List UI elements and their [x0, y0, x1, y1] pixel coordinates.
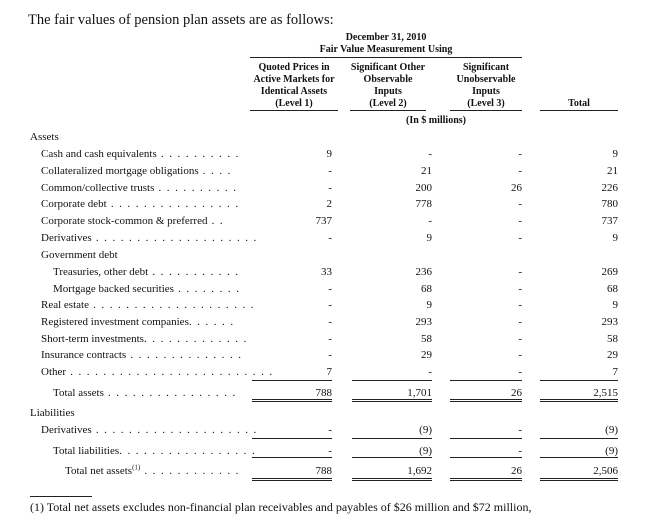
leader-dots: . . . . . . . . . . . . . . . . . . . .: [91, 232, 258, 244]
cell-l1: 2: [326, 198, 332, 210]
leader-dots: . . . . . . . . . . . . . . . . .: [119, 445, 257, 457]
cell-total: 9: [612, 232, 618, 244]
cell-l1: -: [328, 165, 332, 177]
section-liabilities: Liabilities: [30, 407, 75, 419]
row-label: [53, 266, 240, 278]
leader-dots: . . . . . . . .: [173, 283, 241, 295]
intro-text: The fair values of pension plan assets are as follows:: [28, 12, 334, 28]
leader-dots: . . . . . . . . . . . . . . . . . . . . . . . . .: [66, 366, 274, 378]
rule-assets-l3: [450, 380, 522, 381]
row-label: [41, 424, 258, 436]
cell-l3: -: [518, 366, 522, 378]
cell-l2: -: [428, 148, 432, 160]
cell-l2: (9): [419, 445, 432, 457]
cell-l3: -: [518, 232, 522, 244]
leader-dots: . . . . . . . . . . .: [148, 266, 240, 278]
cell-l1: 737: [315, 215, 332, 227]
header-group: Fair Value Measurement Using: [319, 44, 453, 55]
rule-assets-dbl-l3: [450, 399, 522, 402]
row-label: [41, 349, 242, 361]
leader-dots: . . . . . . . . . .: [154, 182, 238, 194]
cell-l2: 293: [415, 316, 432, 328]
rule-net-dbl-l3: [450, 478, 522, 481]
row-label: [53, 387, 237, 399]
header-rule-l2: [350, 110, 426, 111]
row-label-text: Cash and cash equivalents: [41, 148, 157, 160]
cell-l3: -: [518, 215, 522, 227]
cell-total: (9): [605, 445, 618, 457]
cell-total: (9): [605, 424, 618, 436]
cell-l3: -: [518, 198, 522, 210]
row-label-text: Derivatives: [41, 232, 92, 244]
cell-l3: -: [518, 299, 522, 311]
leader-dots: . . . . . . . . . .: [156, 148, 240, 160]
header-total: Total: [568, 98, 590, 109]
leader-dots: . . . . . . . . . . . . . . . . . . . .: [88, 299, 255, 311]
row-label: [41, 198, 240, 210]
row-label-text: Treasuries, other debt: [53, 266, 149, 278]
cell-l3: -: [518, 424, 522, 436]
cell-l1: -: [328, 424, 332, 436]
cell-total: 226: [601, 182, 618, 194]
leader-dots: . . . . . . . . . . . . . .: [126, 349, 243, 361]
header-rule-l1: [250, 110, 338, 111]
row-label: [41, 215, 224, 227]
rule-liab2-l2: [352, 457, 432, 458]
cell-l1: -: [328, 232, 332, 244]
leader-dots: . .: [207, 215, 225, 227]
cell-l3: 26: [511, 182, 522, 194]
header-group-rule: [250, 57, 522, 58]
leader-dots: . . . . . . . . . . . . .: [143, 333, 248, 345]
cell-l3: 26: [511, 465, 522, 477]
cell-l1: -: [328, 316, 332, 328]
cell-l2: 200: [415, 182, 432, 194]
cell-l1: -: [328, 299, 332, 311]
cell-l3: -: [518, 266, 522, 278]
header-rule-total: [540, 110, 618, 111]
cell-l2: 29: [421, 349, 432, 361]
cell-l2: 1,692: [407, 465, 432, 477]
leader-dots: . . . . . .: [188, 316, 235, 328]
row-label: [41, 366, 274, 378]
cell-total: 2,515: [593, 387, 618, 399]
row-label-text: Corporate debt: [41, 198, 107, 210]
row-label: [41, 333, 248, 345]
rule-net-dbl-l1: [252, 478, 332, 481]
row-label-text: Total liabilities: [53, 445, 120, 457]
cell-l2: -: [428, 366, 432, 378]
row-label-text: Total assets: [53, 387, 104, 399]
footnote-mark: (1): [132, 463, 141, 472]
row-label-text: Corporate stock-common & preferred: [41, 215, 208, 227]
row-label-text: Derivatives: [41, 424, 92, 436]
rule-assets-total: [540, 380, 618, 381]
row-label: [41, 232, 258, 244]
cell-l1: 7: [326, 366, 332, 378]
rule-liab-total: [540, 438, 618, 439]
cell-l2: 21: [421, 165, 432, 177]
row-label-text: Common/collective trusts: [41, 182, 155, 194]
cell-total: 68: [607, 283, 618, 295]
row-label-text: Total net assets: [65, 465, 133, 477]
cell-l2: 68: [421, 283, 432, 295]
row-label-text: Short-term investments: [41, 333, 144, 345]
cell-total: 780: [601, 198, 618, 210]
header-date: December 31, 2010: [345, 32, 427, 43]
row-label: [41, 148, 240, 160]
cell-total: 9: [612, 299, 618, 311]
cell-l3: -: [518, 445, 522, 457]
row-label-text: Mortgage backed securities: [53, 283, 174, 295]
cell-total: 2,506: [593, 465, 618, 477]
cell-l1: 33: [321, 266, 332, 278]
row-label: [41, 165, 232, 177]
header-level3: Significant Unobservable Inputs (Level 3): [456, 62, 516, 109]
cell-l1: -: [328, 283, 332, 295]
footnote-rule: [30, 496, 92, 497]
cell-l1: 788: [315, 465, 332, 477]
rule-liab-l1: [252, 438, 332, 439]
row-label: [41, 316, 235, 328]
row-label-text: Real estate: [41, 299, 89, 311]
leader-dots: . . . . . . . . . . . . . . . .: [106, 198, 240, 210]
header-level2: Significant Other Observable Inputs (Level 2): [350, 62, 426, 109]
section-assets: Assets: [30, 131, 59, 143]
cell-l1: -: [328, 349, 332, 361]
rule-assets-dbl-l1: [252, 399, 332, 402]
cell-l2: 236: [415, 266, 432, 278]
cell-l1: 788: [315, 387, 332, 399]
cell-l2: 778: [415, 198, 432, 210]
cell-total: 29: [607, 349, 618, 361]
cell-l3: -: [518, 316, 522, 328]
rule-assets-dbl-l2: [352, 399, 432, 402]
cell-total: 7: [612, 366, 618, 378]
row-label-text: Other: [41, 366, 67, 378]
cell-total: 9: [612, 148, 618, 160]
row-label: [65, 465, 240, 477]
header-units: (In $ millions): [405, 115, 466, 126]
leader-dots: . . . . . . . . . . . . . . . .: [103, 387, 237, 399]
rule-liab-l2: [352, 438, 432, 439]
section-government-debt: Government debt: [41, 249, 118, 261]
leader-dots: . . . . . . . . . . . .: [140, 465, 240, 477]
rule-assets-l1: [252, 380, 332, 381]
rule-net-dbl-total: [540, 478, 618, 481]
cell-l3: -: [518, 333, 522, 345]
header-rule-l3: [450, 110, 522, 111]
cell-l3: -: [518, 148, 522, 160]
row-label-text: Insurance contracts: [41, 349, 127, 361]
cell-l1: 9: [326, 148, 332, 160]
cell-total: 21: [607, 165, 618, 177]
footnote-text: (1) Total net assets excludes non-financial plan receivables and payables of $26 million and $72 million,: [30, 500, 532, 514]
rule-assets-l2: [352, 380, 432, 381]
cell-l1: -: [328, 445, 332, 457]
row-label: [41, 299, 255, 311]
cell-l3: 26: [511, 387, 522, 399]
cell-l3: -: [518, 349, 522, 361]
rule-liab2-l3: [450, 457, 522, 458]
cell-l1: -: [328, 182, 332, 194]
cell-l3: -: [518, 283, 522, 295]
cell-l2: -: [428, 215, 432, 227]
row-label: [41, 182, 237, 194]
leader-dots: . . . .: [198, 165, 232, 177]
header-level1: Quoted Prices in Active Markets for Identical Assets (Level 1): [253, 62, 335, 109]
rule-liab2-total: [540, 457, 618, 458]
leader-dots: . . . . . . . . . . . . . . . . . . . .: [91, 424, 258, 436]
rule-liab-l3: [450, 438, 522, 439]
rule-assets-dbl-total: [540, 399, 618, 402]
cell-total: 293: [601, 316, 618, 328]
rule-net-dbl-l2: [352, 478, 432, 481]
cell-l2: 58: [421, 333, 432, 345]
cell-l1: -: [328, 333, 332, 345]
rule-liab2-l1: [252, 457, 332, 458]
cell-l2: 9: [426, 232, 432, 244]
cell-l2: (9): [419, 424, 432, 436]
cell-l2: 9: [426, 299, 432, 311]
cell-total: 269: [601, 266, 618, 278]
cell-l2: 1,701: [407, 387, 432, 399]
cell-total: 737: [601, 215, 618, 227]
row-label: [53, 445, 256, 457]
cell-total: 58: [607, 333, 618, 345]
cell-l3: -: [518, 165, 522, 177]
row-label-text: Registered investment companies: [41, 316, 189, 328]
row-label-text: Collateralized mortgage obligations: [41, 165, 199, 177]
row-label: [53, 283, 240, 295]
